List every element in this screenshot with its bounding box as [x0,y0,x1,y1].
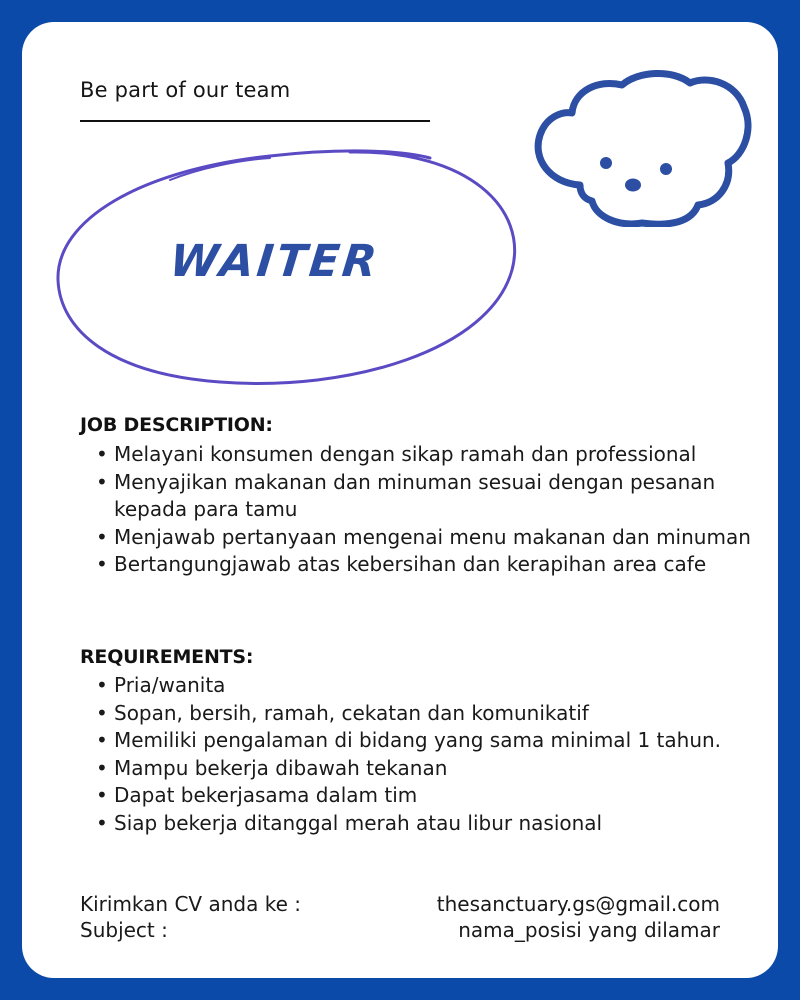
cv-label: Kirimkan CV anda ke : [80,892,301,916]
list-item: • Melayani konsumen dengan sikap ramah dan professional [92,441,752,469]
job-description-heading: JOB DESCRIPTION: [80,414,273,436]
subject-value: nama_posisi yang dilamar [458,918,720,942]
list-item: • Bertangungjawab atas kebersihan dan kerapihan area cafe [92,551,752,579]
list-item: • Siap bekerja ditanggal merah atau libur nasional [92,810,752,838]
list-item: • Dapat bekerjasama dalam tim [92,782,752,810]
requirements-heading: REQUIREMENTS: [80,646,254,668]
list-item: • Pria/wanita [92,672,752,700]
list-item: • Memiliki pengalaman di bidang yang sama minimal 1 tahun. [92,727,752,755]
list-item: • Mampu bekerja dibawah tekanan [92,755,752,783]
list-item: • Menjawab pertanyaan mengenai menu makanan dan minuman [92,524,752,552]
tagline: Be part of our team [80,78,291,102]
subject-label: Subject : [80,918,168,942]
requirements-list [92,672,752,837]
list-item: • Menyajikan makanan dan minuman sesuai dengan pesanan kepada para tamu [92,469,752,524]
cv-email[interactable]: thesanctuary.gs@gmail.com [436,892,720,916]
job-description-list [92,441,752,579]
poster-card [22,22,778,978]
job-title: WAITER [167,236,383,287]
dog-face-icon [522,67,762,227]
list-item: • Sopan, bersih, ramah, cekatan dan komunikatif [92,700,752,728]
tagline-underline [80,120,430,122]
